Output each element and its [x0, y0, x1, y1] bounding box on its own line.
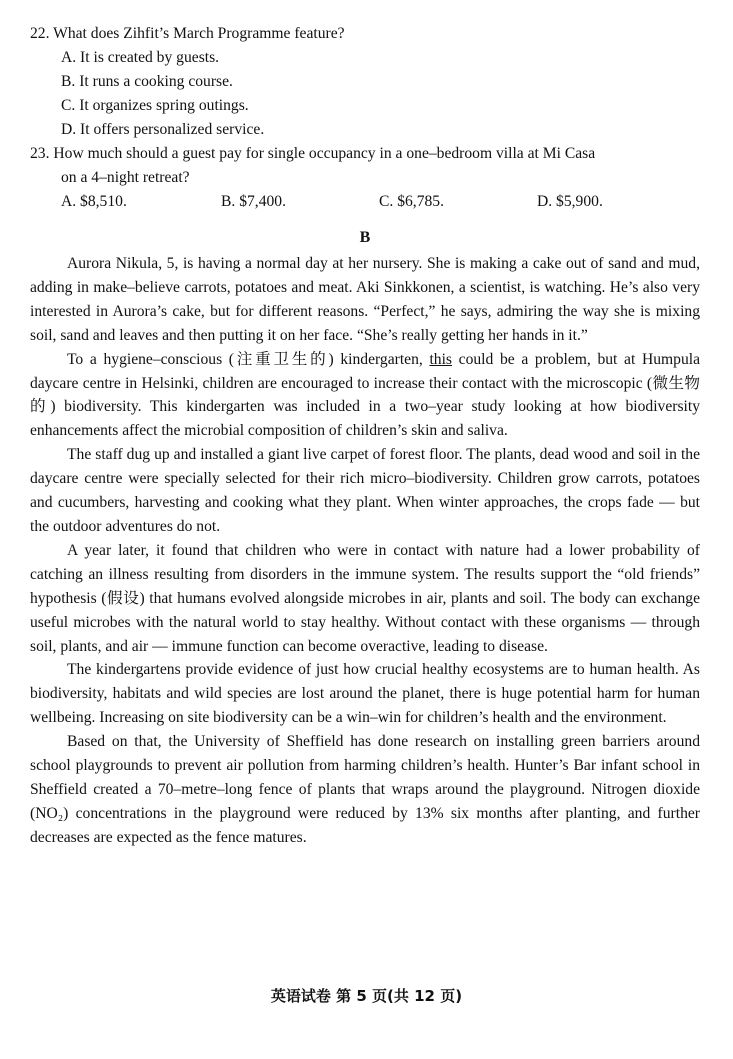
- question-22-option-d: D. It offers personalized service.: [61, 121, 265, 138]
- question-23-option-d: D. $5,900.: [537, 193, 603, 210]
- question-22-option-a: A. It is created by guests.: [61, 49, 220, 66]
- paragraph-3: The staff dug up and installed a giant live carpet of forest floor. The plants, dead wood and soil in the daycare centre were specially selected for their rich micro–biodiversity. Children grow carrots, potatoes and cucumbers, harvesting and cooking what they plant. When winter approaches, the crops fade — but the outdoor adventures do not.: [30, 446, 700, 535]
- question-22-number: 22.: [30, 25, 50, 42]
- page-footer: 英语试卷 第 5 页(共 12 页): [270, 987, 463, 1005]
- question-23-option-b: B. $7,400.: [221, 193, 286, 210]
- question-23-number: 23.: [30, 145, 50, 162]
- paragraph-5: The kindergartens provide evidence of just how crucial healthy ecosystems are to human health. As biodiversity, habitats and wild species are lost around the planet, there is huge potential harm for human wellbeing. Increasing on site biodiversity can be a win–win for children’s health and the environment.: [30, 661, 700, 727]
- question-23-option-a: A. $8,510.: [61, 193, 127, 210]
- question-22: [30, 22, 700, 46]
- question-22-option-c: C. It organizes spring outings.: [61, 97, 249, 114]
- paragraph-1: Aurora Nikula, 5, is having a normal day at her nursery. She is making a cake out of sand and mud, adding in make–believe carrots, potatoes and meat. Aki Sinkkonen, a scientist, is watching. He’s also very interested in Aurora’s cake, but for different reasons. “Perfect,” he says, admiring the way she is mixing soil, sand and leaves and then putting it on her face. “She’s really getting her hands in it.”: [30, 255, 700, 344]
- paragraph-4: A year later, it found that children who were in contact with nature had a lower probability of catching an illness resulting from disorders in the immune system. The results support the “old friends” hypothesis (假设) that humans evolved alongside microbes in air, plants and soil. The body can exchange useful microbes with the natural world to stay healthy. Without contact with these organisms — through soil, plants, and air — immune function can become overactive, leading to disease.: [30, 541, 700, 655]
- paragraph-2-rest: could be a problem, but at Humpula daycare centre in Helsinki, children are encouraged to increase their contact with the microscopic (微生物的) biodiversity. This kindergarten was included in a two–year study looking at how biodiversity enhancements affect the microbial composition of children’s skin and saliva.: [30, 350, 700, 440]
- section-heading: B: [359, 229, 371, 246]
- underlined-word-this: this: [429, 350, 452, 368]
- question-23-stem-line1: How much should a guest pay for single occupancy in a one–bedroom villa at Mi Casa: [53, 145, 596, 162]
- paragraph-2: [30, 348, 700, 444]
- paragraph-2-start: To a hygiene–conscious (注重卫生的) kindergarten,: [67, 350, 423, 368]
- question-22-stem: What does Zihfit’s March Programme feature?: [53, 25, 345, 42]
- question-23-option-c: C. $6,785.: [379, 193, 444, 210]
- exam-page: [30, 22, 700, 850]
- question-23-options: [30, 190, 700, 214]
- question-22-option-b: B. It runs a cooking course.: [61, 73, 233, 90]
- paragraph-6: Based on that, the University of Sheffield has done research on installing green barriers around school playgrounds to prevent air pollution from harming children’s health. Hunter’s Bar infant school in Sheffield created a 70–metre–long fence of plants that wraps around the playground. Nitrogen dioxide (NO₂) concentrations in the playground were reduced by 13% six months after planting, and further decreases are expected as the fence matures.: [30, 733, 700, 846]
- question-23-stem-line2: on a 4–night retreat?: [61, 169, 190, 186]
- question-23: [30, 142, 700, 166]
